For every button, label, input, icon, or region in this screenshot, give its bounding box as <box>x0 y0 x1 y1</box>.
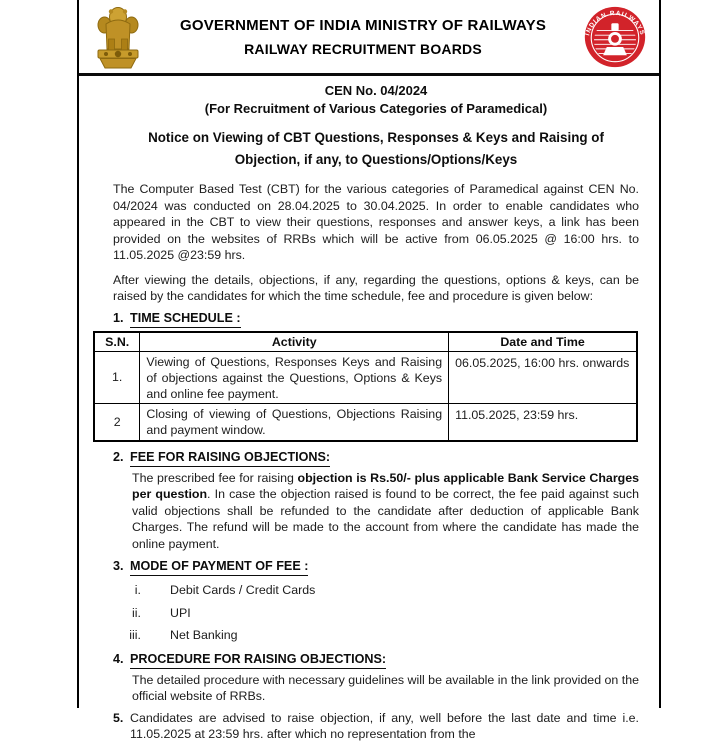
payment-mode-item <box>113 605 639 622</box>
fee-text-normal: . In case the objection raised is found to be correct, the fee paid against such valid objections shall be refunded to the candidate after deduction of applicable Bank Charges. The refund will be made to the account from where the candidate has made the online payment. <box>132 487 639 551</box>
section-time-schedule-heading <box>113 310 639 328</box>
section-title: TIME SCHEDULE : <box>130 310 241 328</box>
payment-mode-item <box>113 582 639 599</box>
notice-title <box>113 127 639 171</box>
notice-title-line2: Objection, if any, to Questions/Options/Keys <box>234 152 518 167</box>
payment-mode-label: UPI <box>170 605 191 620</box>
table-header-datetime: Date and Time <box>449 332 637 352</box>
fee-paragraph <box>132 470 639 553</box>
list-marker: iii. <box>129 628 141 643</box>
table-header-row <box>94 332 637 352</box>
intro-paragraph: The Computer Based Test (CBT) for the various categories of Paramedical against CEN No. 04/2024 was conducted on 28.04.2025 to 30.04.2025. In order to enable candidates who appeared in the CBT to view their questions, responses and answer keys, a link has been provided on the websites of RRBs which will be active from 06.05.2025 @ 16:00 hrs. to 11.05.2025 @23:59 hrs. <box>113 182 639 262</box>
document-header <box>79 0 659 76</box>
section-procedure-heading <box>113 651 639 669</box>
list-marker: ii. <box>132 605 141 620</box>
cen-number: CEN No. 04/2024 <box>324 83 428 98</box>
section-number: 1. <box>113 310 124 325</box>
advisory-item <box>113 710 639 743</box>
document-body <box>79 76 659 743</box>
advisory-paragraph: Candidates are advised to raise objection, if any, well before the last date and time i.e. 11.05.2025 at 23:59 hrs. after which no representation from the <box>130 710 639 742</box>
section-number: 4. <box>113 651 124 666</box>
row-datetime: 11.05.2025, 23:59 hrs. <box>449 404 637 441</box>
header-title-line1: GOVERNMENT OF INDIA MINISTRY OF RAILWAYS <box>179 16 547 34</box>
table-row <box>94 404 637 441</box>
row-activity: Viewing of Questions, Responses Keys and Raising of objections against the Questions, Options & Keys and online fee payment. <box>140 351 449 404</box>
notice-title-line1: Notice on Viewing of CBT Questions, Responses & Keys and Raising of <box>148 130 604 145</box>
railways-logo <box>583 5 647 69</box>
indian-railways-logo-icon <box>583 5 647 69</box>
fee-text-normal: The prescribed fee for raising <box>132 470 298 485</box>
cen-subtitle: (For Recruitment of Various Categories of Paramedical) <box>204 101 548 116</box>
time-schedule-table <box>93 331 638 442</box>
payment-mode-label: Debit Cards / Credit Cards <box>170 583 316 598</box>
section-title: FEE FOR RAISING OBJECTIONS: <box>130 449 330 467</box>
section-number: 2. <box>113 449 124 464</box>
row-sn: 1. <box>94 351 140 404</box>
national-emblem <box>93 5 143 69</box>
table-row <box>94 351 637 404</box>
after-viewing-paragraph: After viewing the details, objections, if any, regarding the questions, options & keys, can be raised by the candidates for which the time schedule, fee and procedure is given below: <box>113 272 639 303</box>
notice-document <box>77 0 661 742</box>
row-datetime: 06.05.2025, 16:00 hrs. onwards <box>449 351 637 404</box>
payment-mode-label: Net Banking <box>170 628 238 643</box>
section-title: PROCEDURE FOR RAISING OBJECTIONS: <box>130 651 386 669</box>
india-national-emblem-icon <box>93 5 143 69</box>
section-number: 5. <box>113 710 124 725</box>
section-payment-mode-heading <box>113 558 639 576</box>
section-number: 3. <box>113 559 124 574</box>
header-title <box>143 17 583 57</box>
row-sn: 2 <box>94 404 140 441</box>
section-fee-heading <box>113 449 639 467</box>
payment-mode-item <box>113 627 639 644</box>
list-marker: i. <box>134 583 141 598</box>
section-title: MODE OF PAYMENT OF FEE : <box>130 558 308 576</box>
procedure-paragraph: The detailed procedure with necessary guidelines will be available in the link provided on the official website of RRBs. <box>132 672 639 704</box>
row-activity: Closing of viewing of Questions, Objections Raising and payment window. <box>140 404 449 441</box>
header-title-line2: RAILWAY RECRUITMENT BOARDS <box>244 40 482 57</box>
fee-text-bold: objection is Rs.50/- plus applicable Bank Service Charges per question <box>132 470 639 502</box>
railways-logo-text: INDIAN RAILWAYS <box>584 9 646 36</box>
table-header-activity: Activity <box>140 332 449 352</box>
table-header-sn: S.N. <box>94 332 140 352</box>
